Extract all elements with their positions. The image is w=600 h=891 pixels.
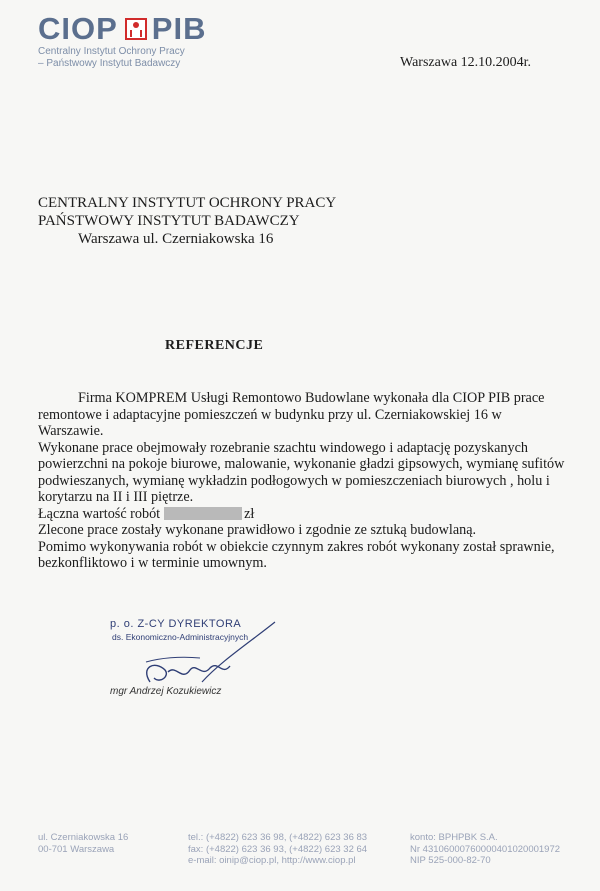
logo-wordmark [38, 11, 207, 46]
footer-address-line2: 00-701 Warszawa [38, 843, 115, 855]
addressee-line3: Warszawa ul. Czerniakowska 16 [78, 231, 274, 247]
body-paragraph-1: Firma KOMPREM Usługi Remontowo Budowlane wykonała dla CIOP PIB prace remontowe i adaptacyjne pomieszczeń w budynku przy ul. Czerniakowskiej 16 w Warszawie. [38, 390, 545, 439]
letter-body [38, 390, 568, 572]
total-unit: zł [244, 505, 255, 522]
footer-bank-name: konto: BPHPBK S.A. [410, 832, 498, 843]
ciop-emblem-icon [125, 18, 147, 40]
body-paragraph-2: Wykonane prace obejmowały rozebranie szachtu windowego i adaptację pozyskanych powierzchni na pokoje biurowe, malowanie, wykonanie gładzi gipsowych, wymianę sufitów podwieszanych, wymianę wykładzin podłogowych w pomieszczeniach biurowych , holu i korytarzu na II i III piętrze. [38, 439, 565, 505]
logo-ciop: CIOP [38, 11, 118, 46]
footer-nip: NIP 525-000-82-70 [410, 855, 491, 866]
body-paragraph-5: Pomimo wykonywania robót w obiekcie czynnym zakres robót wykonany został sprawnie, bezkonfliktowo i w terminie umownym. [38, 538, 555, 571]
footer-fax: fax: (+4822) 623 36 93, (+4822) 623 32 64 [188, 843, 368, 855]
footer-address-line1: ul. Czerniakowska 16 [38, 832, 129, 843]
body-total-line [38, 506, 568, 523]
letterhead-logo [38, 11, 207, 70]
footer-contact [188, 832, 367, 867]
logo-subtitle [38, 46, 206, 70]
logo-subtitle-line2: – Państwowy Instytut Badawczy [38, 58, 181, 69]
signatory-name: mgr Andrzej Kozukiewicz [110, 686, 222, 697]
redacted-amount [164, 507, 242, 520]
letter-date: Warszawa 12.10.2004r. [400, 55, 532, 70]
footer-email: e-mail: oinip@ciop.pl, http://www.ciop.pl [188, 855, 356, 866]
addressee-block [38, 194, 336, 248]
signature-block [110, 612, 310, 702]
signature-department: ds. Ekonomiczno-Administracyjnych [112, 632, 249, 642]
body-paragraph-4: Zlecone prace zostały wykonane prawidłowo i zgodnie ze sztuką budowlaną. [38, 522, 477, 538]
footer-phone: tel.: (+4822) 623 36 98, (+4822) 623 36 83 [188, 832, 368, 843]
logo-pib: PIB [151, 11, 207, 46]
footer-address [38, 832, 128, 855]
signature-title: p. o. Z-CY DYREKTORA [110, 618, 242, 630]
footer-account: Nr 43106000760000401020001972 [410, 843, 561, 855]
logo-subtitle-line1: Centralny Instytut Ochrony Pracy [38, 46, 185, 57]
document-heading: REFERENCJE [165, 338, 264, 353]
addressee-line1: CENTRALNY INSTYTUT OCHRONY PRACY [38, 195, 337, 211]
footer-bank [410, 832, 560, 867]
addressee-line2: PAŃSTWOWY INSTYTUT BADAWCZY [38, 213, 300, 229]
total-label: Łączna wartość robót [38, 505, 161, 522]
